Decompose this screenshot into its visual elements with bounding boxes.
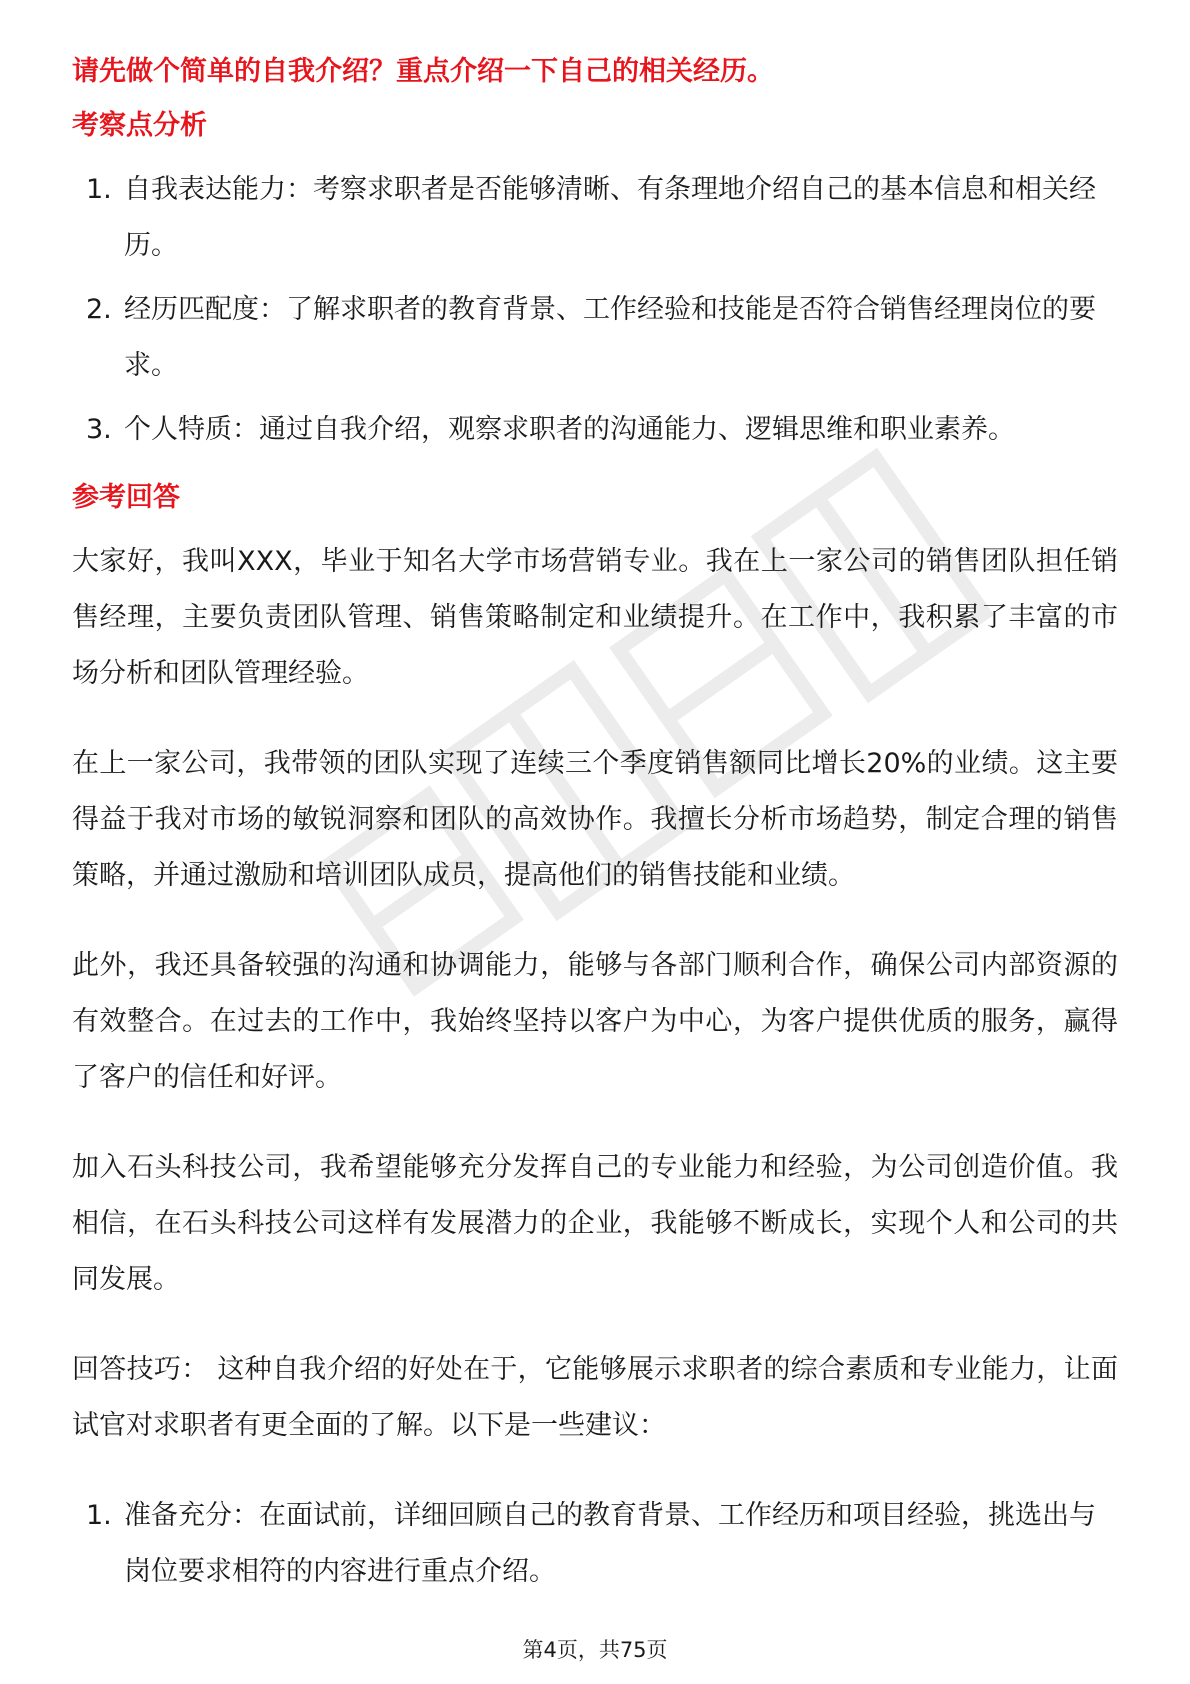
question-title: 请先做个简单的自我介绍？重点介绍一下自己的相关经历。 — [72, 56, 774, 87]
answer-heading: 参考回答 — [72, 482, 180, 513]
analysis-list — [72, 162, 1118, 458]
answer-tips-intro: 回答技巧： 这种自我介绍的好处在于，它能够展示求职者的综合素质和专业能力，让面试官对求职者有更全面的了解。以下是一些建议： — [72, 1354, 1118, 1441]
list-number: 3. — [86, 414, 112, 445]
answer-paragraph: 加入石头科技公司，我希望能够充分发挥自己的专业能力和经验，为公司创造价值。我相信，在石头科技公司这样有发展潜力的企业，我能够不断成长，实现个人和公司的共同发展。 — [72, 1152, 1118, 1295]
list-item-text: 个人特质：通过自我介绍，观察求职者的沟通能力、逻辑思维和职业素养。 — [124, 414, 1015, 445]
answer-paragraph: 在上一家公司，我带领的团队实现了连续三个季度销售额同比增长20%的业绩。这主要得益于我对市场的敏锐洞察和团队的高效协作。我擅长分析市场趋势，制定合理的销售策略，并通过激励和培训团队成员，提高他们的销售技能和业绩。 — [72, 748, 1118, 891]
answer-paragraph: 大家好，我叫XXX，毕业于知名大学市场营销专业。我在上一家公司的销售团队担任销售经理，主要负责团队管理、销售策略制定和业绩提升。在工作中，我积累了丰富的市场分析和团队管理经验。 — [72, 546, 1118, 689]
list-number: 1. — [86, 1500, 112, 1531]
page-footer: 第4页，共75页 — [522, 1638, 668, 1662]
tips-list — [72, 1488, 1118, 1600]
list-number: 2. — [86, 294, 112, 325]
list-item-text: 自我表达能力：考察求职者是否能够清晰、有条理地介绍自己的基本信息和相关经历。 — [124, 174, 1096, 261]
list-item-text: 准备充分：在面试前，详细回顾自己的教育背景、工作经历和项目经验，挑选出与岗位要求相符的内容进行重点介绍。 — [124, 1500, 1096, 1587]
list-item-text: 经历匹配度：了解求职者的教育背景、工作经验和技能是否符合销售经理岗位的要求。 — [124, 294, 1096, 381]
main-content — [72, 52, 1118, 1620]
analysis-heading: 考察点分析 — [72, 110, 207, 141]
list-item — [72, 282, 1118, 394]
list-item — [72, 1488, 1118, 1600]
list-item — [72, 162, 1118, 274]
answer-paragraph: 此外，我还具备较强的沟通和协调能力，能够与各部门顺利合作，确保公司内部资源的有效整合。在过去的工作中，我始终坚持以客户为中心，为客户提供优质的服务，赢得了客户的信任和好评。 — [72, 950, 1118, 1093]
list-number: 1. — [86, 174, 112, 205]
list-item — [72, 402, 1118, 458]
